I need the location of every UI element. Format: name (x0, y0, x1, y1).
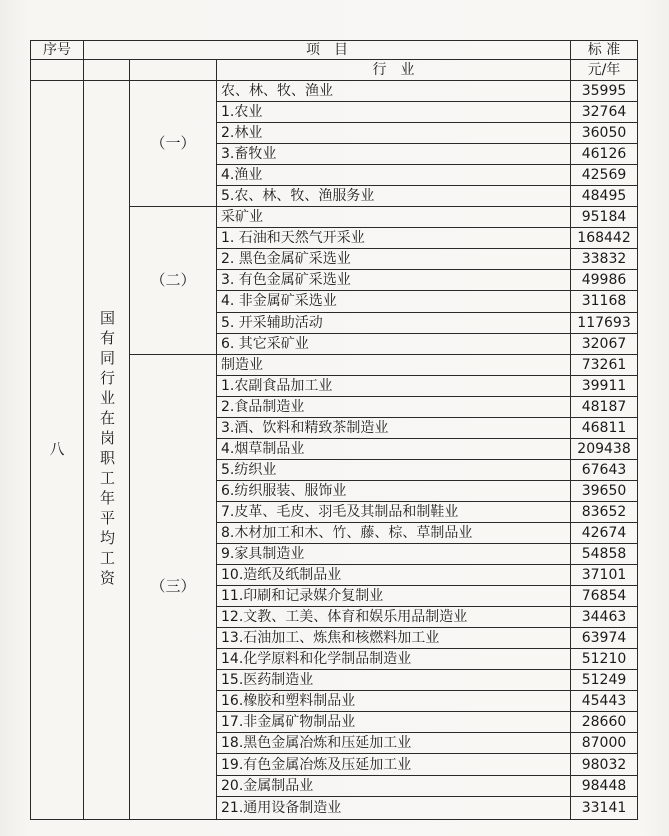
wage-value: 36050 (571, 123, 638, 144)
wage-value: 76854 (571, 586, 638, 607)
industry-name: 6.纺织服装、服饰业 (217, 480, 571, 501)
wage-value: 31168 (571, 291, 638, 312)
industry-name: 13.石油加工、炼焦和核燃料加工业 (217, 628, 571, 649)
wage-value: 45443 (571, 691, 638, 712)
wage-value: 54858 (571, 544, 638, 565)
industry-name: 19.有色金属冶炼及压延加工业 (217, 754, 571, 775)
group-label: （二） (130, 207, 217, 354)
wage-value: 117693 (571, 312, 638, 333)
table-row (31, 80, 638, 101)
industry-name: 15.医药制造业 (217, 670, 571, 691)
wage-value: 87000 (571, 733, 638, 754)
industry-name: 农、林、牧、渔业 (217, 80, 571, 101)
header-project: 项 目 (84, 41, 571, 60)
header-row (31, 41, 638, 60)
section-number: 八 (31, 80, 84, 819)
industry-name: 12.文教、工美、体育和娱乐用品制造业 (217, 607, 571, 628)
wage-value: 48187 (571, 396, 638, 417)
header-unit: 元/年 (571, 59, 638, 80)
industry-name: 3.酒、饮料和精致茶制造业 (217, 417, 571, 438)
industry-name: 10.造纸及纸制品业 (217, 565, 571, 586)
industry-name: 20.金属制品业 (217, 775, 571, 796)
industry-name: 3. 有色金属矿采选业 (217, 270, 571, 291)
industry-name: 18.黑色金属冶炼和压延加工业 (217, 733, 571, 754)
industry-name: 2.林业 (217, 123, 571, 144)
wage-value: 98032 (571, 754, 638, 775)
wage-value: 37101 (571, 565, 638, 586)
industry-name: 21.通用设备制造业 (217, 796, 571, 819)
wage-value: 51210 (571, 649, 638, 670)
wage-value: 51249 (571, 670, 638, 691)
wage-value: 28660 (571, 712, 638, 733)
wage-value: 46811 (571, 417, 638, 438)
industry-name: 9.家具制造业 (217, 544, 571, 565)
subheader-row (31, 59, 638, 80)
subheader-empty-group (130, 59, 217, 80)
wage-value: 33141 (571, 796, 638, 819)
industry-name: 16.橡胶和塑料制品业 (217, 691, 571, 712)
header-seq: 序号 (31, 41, 84, 60)
wage-value: 42569 (571, 165, 638, 186)
industry-name: 14.化学原料和化学制品制造业 (217, 649, 571, 670)
industry-name: 17.非金属矿物制品业 (217, 712, 571, 733)
subheader-empty-seq (31, 59, 84, 80)
wage-value: 98448 (571, 775, 638, 796)
wage-value: 32067 (571, 333, 638, 354)
industry-name: 2.食品制造业 (217, 396, 571, 417)
industry-name: 2. 黑色金属矿采选业 (217, 249, 571, 270)
wage-value: 46126 (571, 144, 638, 165)
industry-name: 6. 其它采矿业 (217, 333, 571, 354)
wage-value: 39650 (571, 480, 638, 501)
industry-name: 1. 石油和天然气开采业 (217, 228, 571, 249)
wage-value: 32764 (571, 102, 638, 123)
industry-name: 7.皮革、毛皮、羽毛及其制品和制鞋业 (217, 501, 571, 522)
section-title: 国有同行业在岗职工年平均工资 (84, 80, 130, 819)
industry-name: 采矿业 (217, 207, 571, 228)
wage-value: 168442 (571, 228, 638, 249)
industry-name: 5.农、林、牧、渔服务业 (217, 186, 571, 207)
wage-standard-table (30, 40, 638, 820)
industry-name: 4.渔业 (217, 165, 571, 186)
wage-value: 34463 (571, 607, 638, 628)
wage-value: 63974 (571, 628, 638, 649)
industry-name: 11.印刷和记录媒介复制业 (217, 586, 571, 607)
header-standard: 标 准 (571, 41, 638, 60)
industry-name: 1.农业 (217, 102, 571, 123)
subheader-empty-title (84, 59, 130, 80)
industry-name: 5.纺织业 (217, 459, 571, 480)
wage-value: 49986 (571, 270, 638, 291)
industry-name: 4.烟草制品业 (217, 438, 571, 459)
group-label: （三） (130, 354, 217, 819)
wage-value: 39911 (571, 375, 638, 396)
industry-name: 8.木材加工和木、竹、藤、棕、草制品业 (217, 522, 571, 543)
wage-value: 67643 (571, 459, 638, 480)
wage-value: 35995 (571, 80, 638, 101)
industry-name: 3.畜牧业 (217, 144, 571, 165)
wage-value: 33832 (571, 249, 638, 270)
wage-value: 48495 (571, 186, 638, 207)
industry-name: 1.农副食品加工业 (217, 375, 571, 396)
wage-value: 209438 (571, 438, 638, 459)
wage-value: 95184 (571, 207, 638, 228)
header-industry: 行 业 (217, 59, 571, 80)
industry-name: 4. 非金属矿采选业 (217, 291, 571, 312)
industry-name: 5. 开采辅助活动 (217, 312, 571, 333)
industry-name: 制造业 (217, 354, 571, 375)
wage-value: 73261 (571, 354, 638, 375)
wage-value: 83652 (571, 501, 638, 522)
wage-value: 42674 (571, 522, 638, 543)
group-label: （一） (130, 80, 217, 206)
